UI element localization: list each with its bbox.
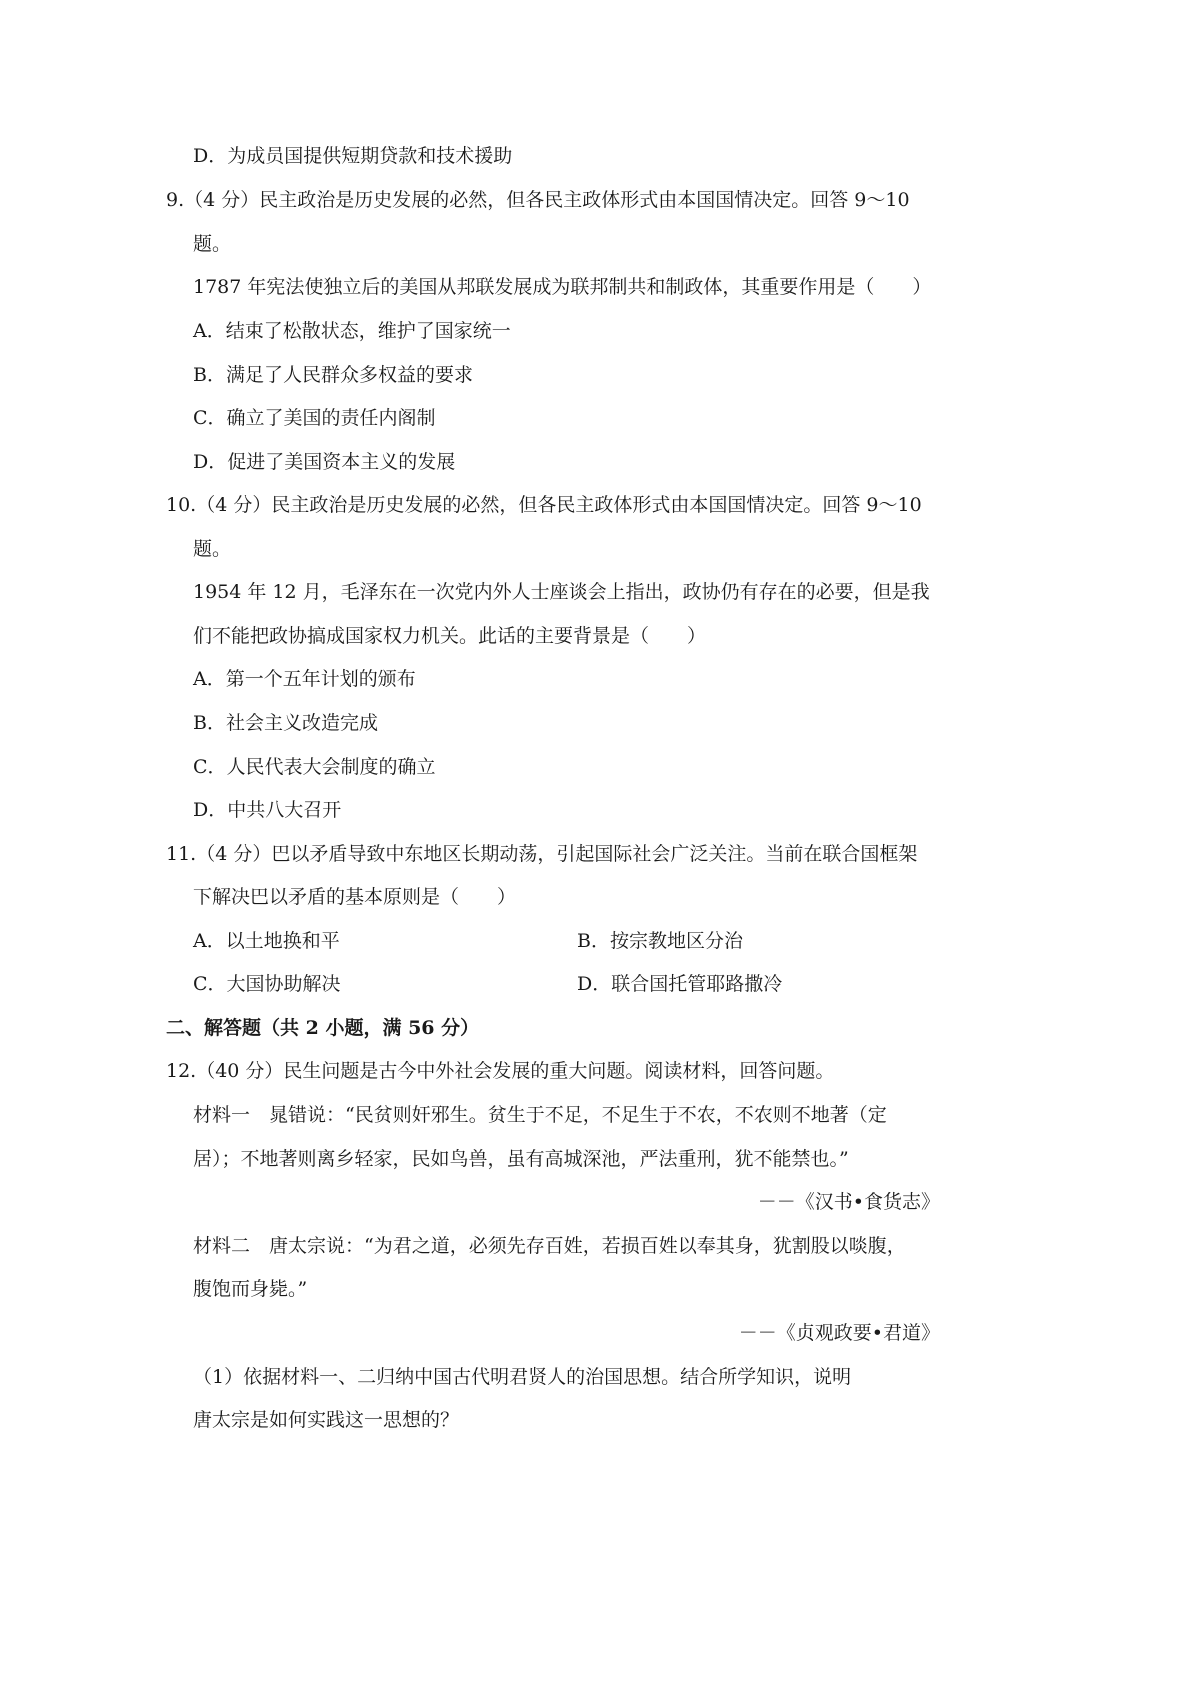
q12-stem: 12.（40 分）民生问题是古今中外社会发展的重大问题。阅读材料，回答问题。	[166, 1060, 835, 1082]
sub-question-1-line1: （1）依据材料一、二归纳中国古代明君贤人的治国思想。结合所学知识，说明	[193, 1366, 852, 1388]
q9-option-c: C．确立了美国的责任内阁制	[193, 407, 436, 429]
q11-option-b: B．按宗教地区分治	[577, 930, 743, 952]
q10-option-a: A．第一个五年计划的颁布	[193, 668, 416, 690]
q10-option-d: D．中共八大召开	[193, 799, 342, 821]
q10-option-c: C．人民代表大会制度的确立	[193, 756, 436, 778]
q11-stem-line1: 11.（4 分）巴以矛盾导致中东地区长期动荡，引起国际社会广泛关注。当前在联合国框架	[166, 843, 918, 865]
section-heading: 二、解答题（共 2 小题，满 56 分）	[166, 1017, 480, 1039]
material2-line2: 腹饱而身毙。”	[193, 1278, 308, 1300]
sub-question-1-line2: 唐太宗是如何实践这一思想的？	[193, 1409, 460, 1431]
material1-line2: 居）；不地著则离乡轻家，民如鸟兽，虽有高城深池，严法重刑，犹不能禁也。”	[193, 1148, 849, 1170]
q11-stem-line2: 下解决巴以矛盾的基本原则是（ ）	[193, 886, 517, 908]
q11-option-d: D．联合国托管耶路撒冷	[577, 973, 783, 995]
q9-stem-line2: 题。	[193, 233, 232, 255]
q8-option-d: D．为成员国提供短期贷款和技术援助	[193, 145, 513, 167]
q10-question-line2: 们不能把政协搞成国家权力机关。此话的主要背景是（ ）	[193, 625, 707, 647]
q10-stem-line2: 题。	[193, 538, 232, 560]
q10-stem-line1: 10.（4 分）民主政治是历史发展的必然，但各民主政体形式由本国国情决定。回答 9～10	[166, 494, 922, 516]
material2-source: －－《贞观政要•君道》	[738, 1322, 940, 1344]
q9-option-a: A．结束了松散状态，维护了国家统一	[193, 320, 511, 342]
q11-option-c: C．大国协助解决	[193, 973, 341, 995]
material1-source: －－《汉书•食货志》	[757, 1191, 940, 1213]
q10-question-line1: 1954 年 12 月，毛泽东在一次党内外人士座谈会上指出，政协仍有存在的必要，但是我	[193, 581, 930, 603]
q9-option-d: D．促进了美国资本主义的发展	[193, 451, 456, 473]
q9-option-b: B．满足了人民群众多权益的要求	[193, 364, 473, 386]
q9-question: 1787 年宪法使独立后的美国从邦联发展成为联邦制共和制政体，其重要作用是（ ）	[193, 276, 932, 298]
material2-line1: 材料二 唐太宗说：“为君之道，必须先存百姓，若损百姓以奉其身，犹割股以啖腹，	[193, 1235, 906, 1257]
material1-line1: 材料一 晁错说：“民贫则奸邪生。贫生于不足，不足生于不农，不农则不地著（定	[193, 1104, 887, 1126]
q10-option-b: B．社会主义改造完成	[193, 712, 378, 734]
q11-option-a: A．以土地换和平	[193, 930, 340, 952]
q9-stem-line1: 9.（4 分）民主政治是历史发展的必然，但各民主政体形式由本国国情决定。回答 9～10	[166, 189, 910, 211]
